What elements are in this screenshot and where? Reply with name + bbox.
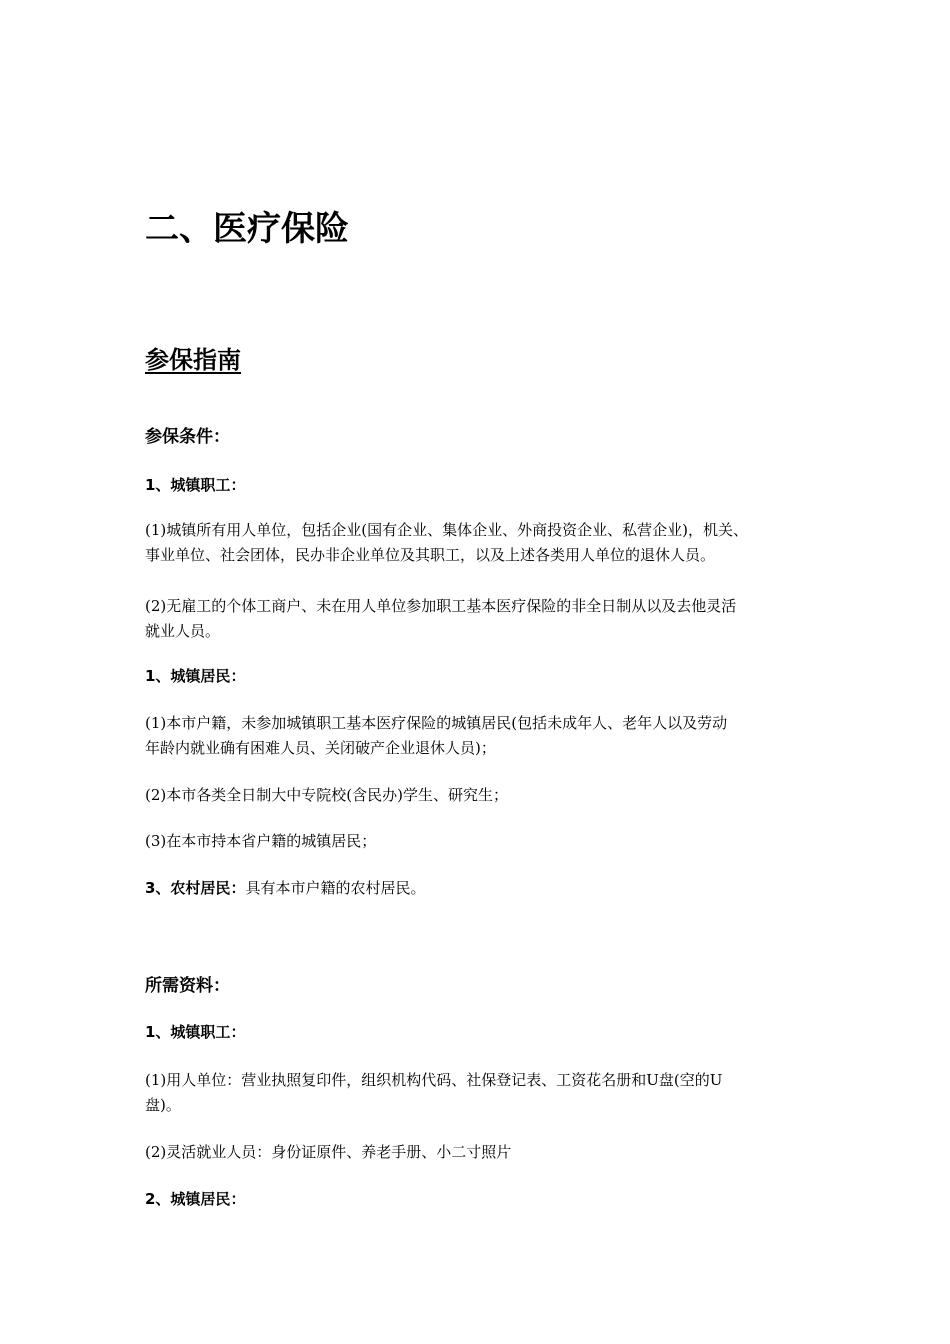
conditions-urban-resident-item2: (2)本市各类全日制大中专院校(含民办)学生、研究生；: [145, 786, 508, 804]
conditions-urban-employee-item1-line1: (1)城镇所有用人单位，包括企业(国有企业、集体企业、外商投资企业、私营企业)，机关、: [145, 521, 748, 539]
conditions-rural-resident-text: 具有本市户籍的农村居民。: [245, 879, 426, 897]
conditions-urban-employee-item2-line1: (2)无雇工的个体工商户、未在用人单位参加职工基本医疗保险的非全日制从以及去他灵活: [145, 597, 737, 615]
materials-item2: (2)灵活就业人员：身份证原件、养老手册、小二寸照片: [145, 1143, 512, 1161]
conditions-urban-employee-item2-line2: 就业人员。: [145, 622, 221, 640]
conditions-urban-resident-item1-line2: 年龄内就业确有困难人员、关闭破产企业退休人员)；: [145, 739, 496, 757]
conditions-urban-resident-label: 1、城镇居民：: [145, 667, 246, 685]
conditions-urban-resident-item1-line1: (1)本市户籍，未参加城镇职工基本医疗保险的城镇居民(包括未成年人、老年人以及劳动: [145, 714, 728, 732]
materials-urban-resident-label: 2、城镇居民：: [145, 1190, 246, 1208]
materials-item1-line2: 盘)。: [145, 1096, 181, 1114]
conditions-urban-resident-item3: (3)在本市持本省户籍的城镇居民；: [145, 832, 377, 850]
conditions-heading: 参保条件：: [145, 427, 230, 447]
conditions-rural-resident: [145, 876, 425, 900]
conditions-rural-resident-label: 3、农村居民：: [145, 879, 246, 897]
materials-urban-employee-label: 1、城镇职工：: [145, 1023, 246, 1041]
materials-item1-line1: (1)用人单位：营业执照复印件，组织机构代码、社保登记表、工资花名册和U盘(空的U: [145, 1071, 723, 1089]
materials-heading: 所需资料：: [145, 976, 230, 996]
page-title: 二、医疗保险: [145, 209, 349, 249]
conditions-urban-employee-label: 1、城镇职工：: [145, 476, 246, 494]
section-heading: 参保指南: [145, 346, 241, 374]
conditions-urban-employee-item1-line2: 事业单位、社会团体，民办非企业单位及其职工，以及上述各类用人单位的退休人员。: [145, 546, 716, 564]
